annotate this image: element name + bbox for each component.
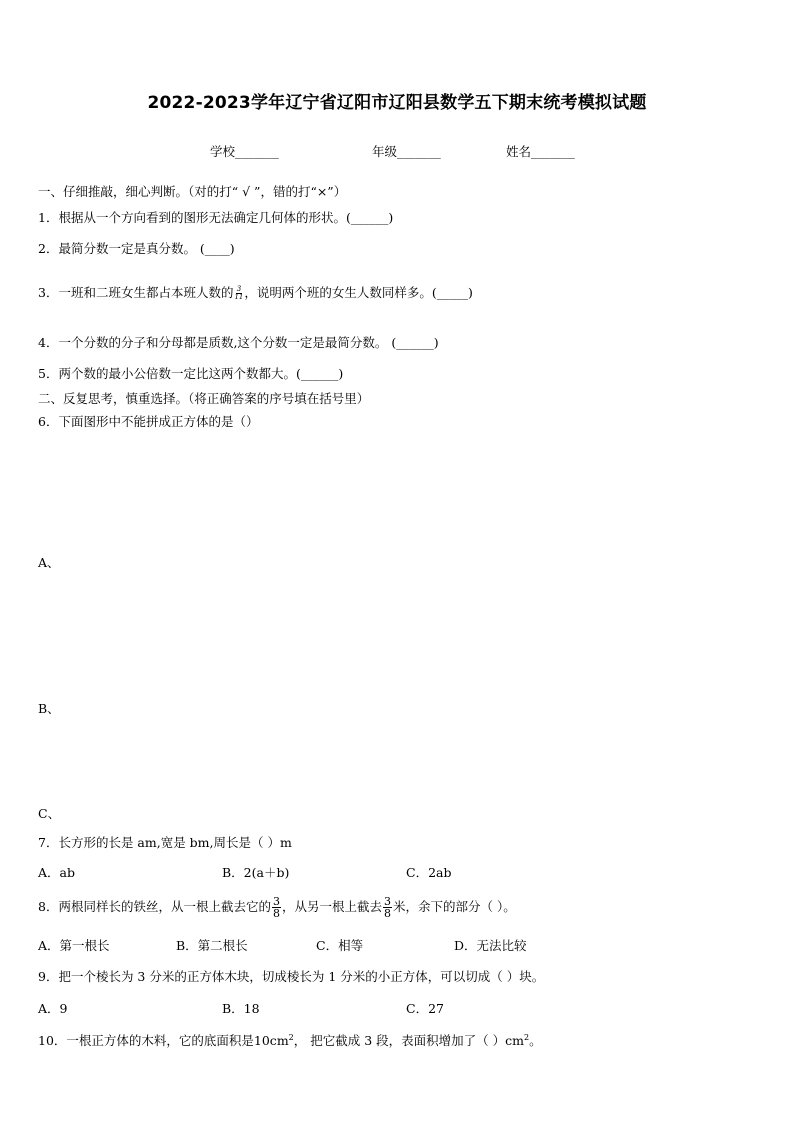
question-10-text-2: ， 把它截成 3 段，表面积增加了（ ）cm bbox=[293, 1033, 524, 1048]
question-6-option-a: A、 bbox=[38, 555, 60, 570]
section1-heading: 一、仔细推敲，细心判断。（对的打“ √ ”，错的打“×”） bbox=[38, 184, 347, 199]
fraction-numerator: 3 bbox=[383, 895, 391, 908]
question-3-text-before: 3．一班和二班女生都占本班人数的 bbox=[38, 285, 234, 300]
fraction-numerator: 3 bbox=[272, 895, 280, 908]
question-8-option-b: B．第二根长 bbox=[176, 938, 248, 953]
question-9-option-b: B．18 bbox=[222, 1001, 260, 1016]
question-9-option-a: A．9 bbox=[38, 1001, 68, 1016]
question-8-option-c: C．相等 bbox=[316, 938, 364, 953]
page-title: 2022-2023学年辽宁省辽阳市辽阳县数学五下期末统考模拟试题 bbox=[147, 93, 647, 113]
question-10 bbox=[38, 1031, 542, 1049]
question-10-text-1: 10．一根正方体的木料，它的底面积是10cm bbox=[38, 1033, 289, 1048]
fraction-denominator: 8 bbox=[272, 907, 280, 920]
question-7-option-b: B．2(a＋b) bbox=[222, 865, 290, 880]
question-6-option-b: B、 bbox=[38, 701, 60, 716]
section2-heading: 二、反复思考，慎重选择。（将正确答案的序号填在括号里） bbox=[38, 391, 370, 406]
question-5: 5．两个数的最小公倍数一定比这两个数都大。(______) bbox=[38, 366, 344, 381]
question-7: 7．长方形的长是 am,宽是 bm,周长是（ ）m bbox=[38, 835, 292, 850]
fraction-3-8-second bbox=[383, 896, 392, 919]
fraction-denominator: 11 bbox=[234, 293, 244, 301]
fraction-denominator: 8 bbox=[383, 907, 391, 920]
question-8 bbox=[38, 896, 516, 919]
fraction-3-11 bbox=[234, 286, 243, 301]
name-field: 姓名_______ bbox=[506, 144, 575, 159]
grade-field: 年级_______ bbox=[372, 144, 441, 159]
question-6-option-c: C、 bbox=[38, 806, 61, 821]
superscript-2: 2 bbox=[288, 1032, 294, 1042]
question-3-text-after: ，说明两个班的女生人数同样多。(_____) bbox=[244, 285, 473, 300]
question-7-option-a: A．ab bbox=[38, 865, 75, 880]
question-1: 1．根据从一个方向看到的图形无法确定几何体的形状。(______) bbox=[38, 210, 394, 225]
question-4: 4．一个分数的分子和分母都是质数,这个分数一定是最简分数。 (______) bbox=[38, 335, 439, 350]
question-6: 6．下面图形中不能拼成正方体的是（） bbox=[38, 414, 259, 429]
school-field: 学校_______ bbox=[210, 144, 279, 159]
question-2: 2．最简分数一定是真分数。 (____) bbox=[38, 241, 235, 256]
question-7-option-c: C．2ab bbox=[406, 865, 452, 880]
question-8-text-1: 8．两根同样长的铁丝，从一根上截去它的 bbox=[38, 899, 271, 914]
superscript-2: 2 bbox=[523, 1032, 530, 1042]
question-8-text-2: ，从另一根上截去 bbox=[281, 899, 382, 914]
question-9-option-c: C．27 bbox=[406, 1001, 444, 1016]
question-3 bbox=[38, 283, 473, 301]
question-9: 9．把一个棱长为 3 分米的正方体木块，切成棱长为 1 分米的小正方体，可以切成（ ）块。 bbox=[38, 969, 545, 984]
question-8-option-d: D．无法比较 bbox=[454, 938, 527, 953]
fraction-3-8-first bbox=[272, 896, 281, 919]
question-10-text-3: 。 bbox=[529, 1033, 542, 1048]
fraction-numerator: 3 bbox=[236, 285, 242, 293]
question-8-option-a: A．第一根长 bbox=[38, 938, 110, 953]
question-8-text-3: 米，余下的部分（ ）。 bbox=[392, 899, 516, 914]
